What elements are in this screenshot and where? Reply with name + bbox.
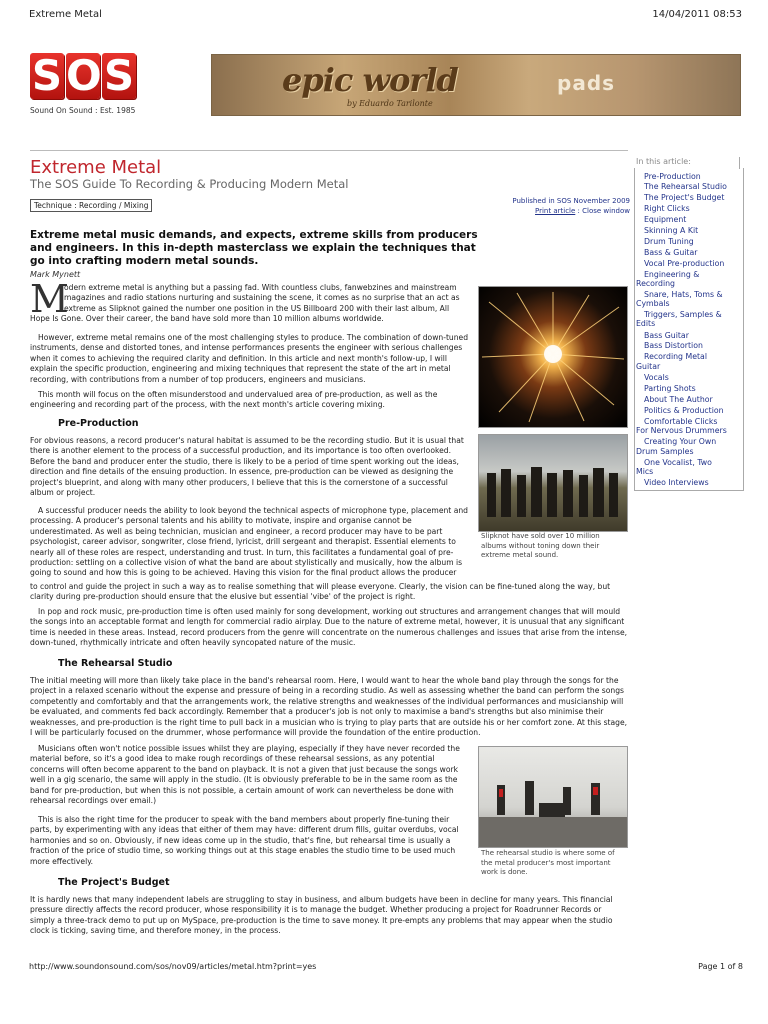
category-tag: Technique : Recording / Mixing bbox=[30, 199, 152, 212]
close-window-link[interactable]: Close window bbox=[582, 207, 630, 215]
text-line: extreme as Slipknot gained the number one position in the US Billboard 200 with their last album, All bbox=[64, 303, 450, 313]
print-article-link[interactable]: Print article bbox=[535, 207, 576, 215]
toc-item[interactable]: Engineering & bbox=[644, 270, 700, 279]
article-subtitle: The SOS Guide To Recording & Producing Modern Metal bbox=[30, 177, 349, 191]
article-lede: Extreme metal music demands, and expects, extreme skills from producers and engineers. In this in-depth masterclass we explain the techniques that go into crafting modern metal sounds. bbox=[30, 229, 478, 267]
banner-title: epic world bbox=[282, 61, 458, 99]
toc-item[interactable]: Vocals bbox=[644, 373, 669, 382]
toc-item[interactable]: Recording Metal bbox=[644, 352, 707, 361]
logo-letter: S bbox=[103, 51, 135, 100]
toc-item[interactable]: One Vocalist, Two bbox=[644, 458, 712, 467]
header-divider bbox=[30, 150, 628, 151]
toc-item[interactable]: Right Clicks bbox=[644, 204, 690, 213]
paragraph: A successful producer needs the ability to look beyond the technical aspects of microphone type, placement and processing. A producer's personal talents and his ability to motivate, inspire and organise cannot be underestimated. As well as being technician, musician and engineer, a record producer may have to be part psychologist, career advisor, songwriter, close friend, lyricist, drill sergeant and therapist. Essential elements to nearly all of these roles are respect, understanding and trust. In turn, this facilitates a fundamental goal of pre-production: settling on a collective vision of what the band are about stylistically and musically, how the album is going to sound and how this is going to be achieved. Having this vision for the final product allows the producer bbox=[30, 506, 468, 578]
toc-item[interactable]: Skinning A Kit bbox=[644, 226, 699, 235]
logo-tagline: Sound On Sound : Est. 1985 bbox=[30, 106, 136, 115]
photo-caption-slipknot: Slipknot have sold over 10 million albums without toning down their extreme metal sound. bbox=[481, 532, 600, 559]
toc-item[interactable]: The Project's Budget bbox=[644, 193, 725, 202]
photo-sparks bbox=[478, 286, 628, 428]
toc-item[interactable]: Cymbals bbox=[636, 299, 670, 308]
toc-item[interactable]: Bass Distortion bbox=[644, 341, 703, 350]
banner-ad[interactable] bbox=[211, 54, 741, 116]
print-header-title: Extreme Metal bbox=[29, 9, 102, 20]
paragraph: This month will focus on the often misunderstood and undervalued area of pre-production, as well as the engineering and recording part of the process, with the next month's article covering mixing. bbox=[30, 390, 438, 410]
paragraph: This is also the right time for the producer to speak with the band members about properly fine-tuning their parts, by experimenting with any ideas that either of them may have: different drum fills, guitar overdubs, vocal harmonies and so on. Obviously, if new ideas come up in the studio, that's fine, but rehearsal time is usually a fraction of the price of studio time, so working things out at this stage enables the studio time to be used much more effectively. bbox=[30, 815, 459, 866]
photo-slipknot bbox=[478, 434, 628, 532]
toc-item[interactable]: Pre-Production bbox=[644, 172, 701, 181]
band-silhouettes bbox=[479, 435, 627, 531]
toc-item[interactable]: Drum Tuning bbox=[644, 237, 694, 246]
paragraph: The initial meeting will more than likely take place in the band's rehearsal room. Here, I would want to hear the whole band play through the songs for the project in a relaxed scenario without the expense and pressure of being in a recording studio. As well as assessing whether the band can perform the songs competently and comfortably and that the arrangements work, the relative strengths and weaknesses of the individual performances and musicianship will be evaluated, and comments fed back accordingly. Remember that a producer's job is not only to maximise a band's strengths but also minimise their weaknesses, and pre-production is the right time to pull back in a musician who is trying to play parts that are outside his or her comfort zone. At this stage, I will be particularly focused on the drummer, whose performance will provide the foundation of the entire production. bbox=[30, 676, 628, 738]
toc-item[interactable]: Guitar bbox=[636, 362, 661, 371]
paragraph: However, extreme metal remains one of the most challenging styles to produce. The combination of down-tuned instruments, dense and distorted tones, and intense performances presents the engineer with serious challenges when it comes to achieving the required clarity and definition. In this article and next month's follow-up, I will explain the specific production, engineering and mixing techniques that represent the state of the art in metal recording, with contributions from a number of top producers, engineers and musicians. bbox=[30, 333, 469, 384]
banner-product: pads bbox=[557, 71, 616, 95]
text-line: odern extreme metal is anything but a passing fad. With countless clubs, fanwebzines and mainstream bbox=[64, 283, 457, 292]
toc-item[interactable]: Creating Your Own bbox=[644, 437, 717, 446]
article-title: Extreme Metal bbox=[30, 157, 162, 178]
toc-item[interactable]: Equipment bbox=[644, 215, 687, 224]
section-heading-rehearsal: The Rehearsal Studio bbox=[58, 658, 173, 669]
toc-item[interactable]: Bass Guitar bbox=[644, 331, 689, 340]
published-info: Published in SOS November 2009 Print article : Close window bbox=[480, 196, 630, 216]
toc-item[interactable]: Triggers, Samples & bbox=[644, 310, 722, 319]
sos-logo[interactable] bbox=[30, 53, 142, 105]
paragraph-intro bbox=[64, 283, 474, 314]
toc-item[interactable]: Vocal Pre-production bbox=[644, 259, 725, 268]
published-date: Published in SOS November 2009 bbox=[512, 197, 630, 205]
toc-item[interactable]: About The Author bbox=[644, 395, 713, 404]
toc-item[interactable]: Comfortable Clicks bbox=[644, 417, 718, 426]
toc-label: In this article: bbox=[636, 157, 691, 166]
toc-item[interactable]: Bass & Guitar bbox=[644, 248, 698, 257]
logo-letter: S bbox=[31, 51, 63, 100]
footer-page-number: Page 1 of 8 bbox=[698, 962, 743, 971]
paragraph: It is hardly news that many independent labels are struggling to stay in business, and album budgets have been in decline for many years. This financial pressure directly affects the record producer, whose responsibility it is to manage the budget. Whether producing a project for Roadrunner Records or simply a three-track demo to put up on MySpace, pre-production is the time to save money. It pre-empts any problems that may appear when the studio clock is ticking, saving time, and therefore money, in the process. bbox=[30, 895, 613, 936]
banner-byline: by Eduardo Tarilonte bbox=[347, 99, 433, 108]
sparks-illustration bbox=[479, 287, 627, 427]
print-header bbox=[0, 0, 768, 26]
text-line: Hope Is Gone. Over their career, the band have sold more than 10 million albums worldwide. bbox=[30, 314, 384, 323]
paragraph: Musicians often won't notice possible issues whilst they are playing, especially if they have never recorded the material before, so it's a good idea to make rough recordings of these rehearsal sessions, as any potential concerns will often become apparent to the band on playback. It is not a given that just because the songs work well in a gig scenario, the same will apply in the studio. (It is obviously preferable to be in the same room as the band for pre-production, but when this is not possible, a certain amount of work can nevertheless be done with rehearsal recordings over email.) bbox=[30, 744, 460, 806]
toc-item[interactable]: Snare, Hats, Toms & bbox=[644, 290, 723, 299]
paragraph: For obvious reasons, a record producer's natural habitat is assumed to be the recording studio. But it is usual that there is another element to the process of a successful production, and its importance is too often overlooked. Before the band and producer enter the studio, there is likely to be a period of time spent working out the ideas, direction and fine details of the ensuing production. In essence, pre-production can be viewed as designing the project's blueprint, and along with many other producers, I believe that this is the cornerstone of a successful album or project. bbox=[30, 436, 464, 498]
drop-cap: M bbox=[30, 277, 69, 321]
section-heading-budget: The Project's Budget bbox=[58, 877, 170, 888]
photo-rehearsal-studio bbox=[478, 746, 628, 848]
toc-box bbox=[634, 168, 744, 491]
toc-item[interactable]: Politics & Production bbox=[644, 406, 724, 415]
toc-item[interactable]: Parting Shots bbox=[644, 384, 696, 393]
photo-caption-rehearsal: The rehearsal studio is where some of the metal producer's most important work is done. bbox=[481, 849, 615, 876]
paragraph: to control and guide the project in such a way as to realise something that will please everyone. Clearly, the vision can be fine-tuned along the way, but clarity during pre-production should ensure that the elusive but essential 'vibe' of the project is right. bbox=[30, 582, 611, 602]
toc-item[interactable]: Edits bbox=[636, 319, 656, 328]
toc-item[interactable]: Drum Samples bbox=[636, 447, 694, 456]
logo-letter: O bbox=[66, 51, 102, 100]
print-header-datetime: 14/04/2011 08:53 bbox=[652, 9, 742, 20]
footer-url: http://www.soundonsound.com/sos/nov09/articles/metal.htm?print=yes bbox=[29, 962, 317, 971]
toc-item[interactable]: Mics bbox=[636, 467, 654, 476]
toc-item[interactable]: Video Interviews bbox=[644, 478, 709, 487]
paragraph: In pop and rock music, pre-production time is often used mainly for song development, working out structures and arrangement changes that will mould the songs into an acceptable format and length for commercial radio airplay. Due to the nature of extreme metal, however, it is unusual that any significant time is needed in these areas. Instead, record producers from the genre will concentrate on the numerous challenges and issues that arise from the intense, down-tuned, rhythmically intricate and often heavily syncopated nature of the music. bbox=[30, 607, 628, 648]
studio-illustration bbox=[479, 747, 627, 847]
text-line: magazines and radio stations nurturing and sustaining the scene, it comes as no surprise that an act as bbox=[64, 293, 460, 303]
article-author: Mark Mynett bbox=[30, 270, 81, 279]
toc-item[interactable]: For Nervous Drummers bbox=[636, 426, 727, 435]
section-heading-preproduction: Pre-Production bbox=[58, 418, 139, 429]
toc-item[interactable]: Recording bbox=[636, 279, 675, 288]
toc-item[interactable]: The Rehearsal Studio bbox=[644, 182, 727, 191]
